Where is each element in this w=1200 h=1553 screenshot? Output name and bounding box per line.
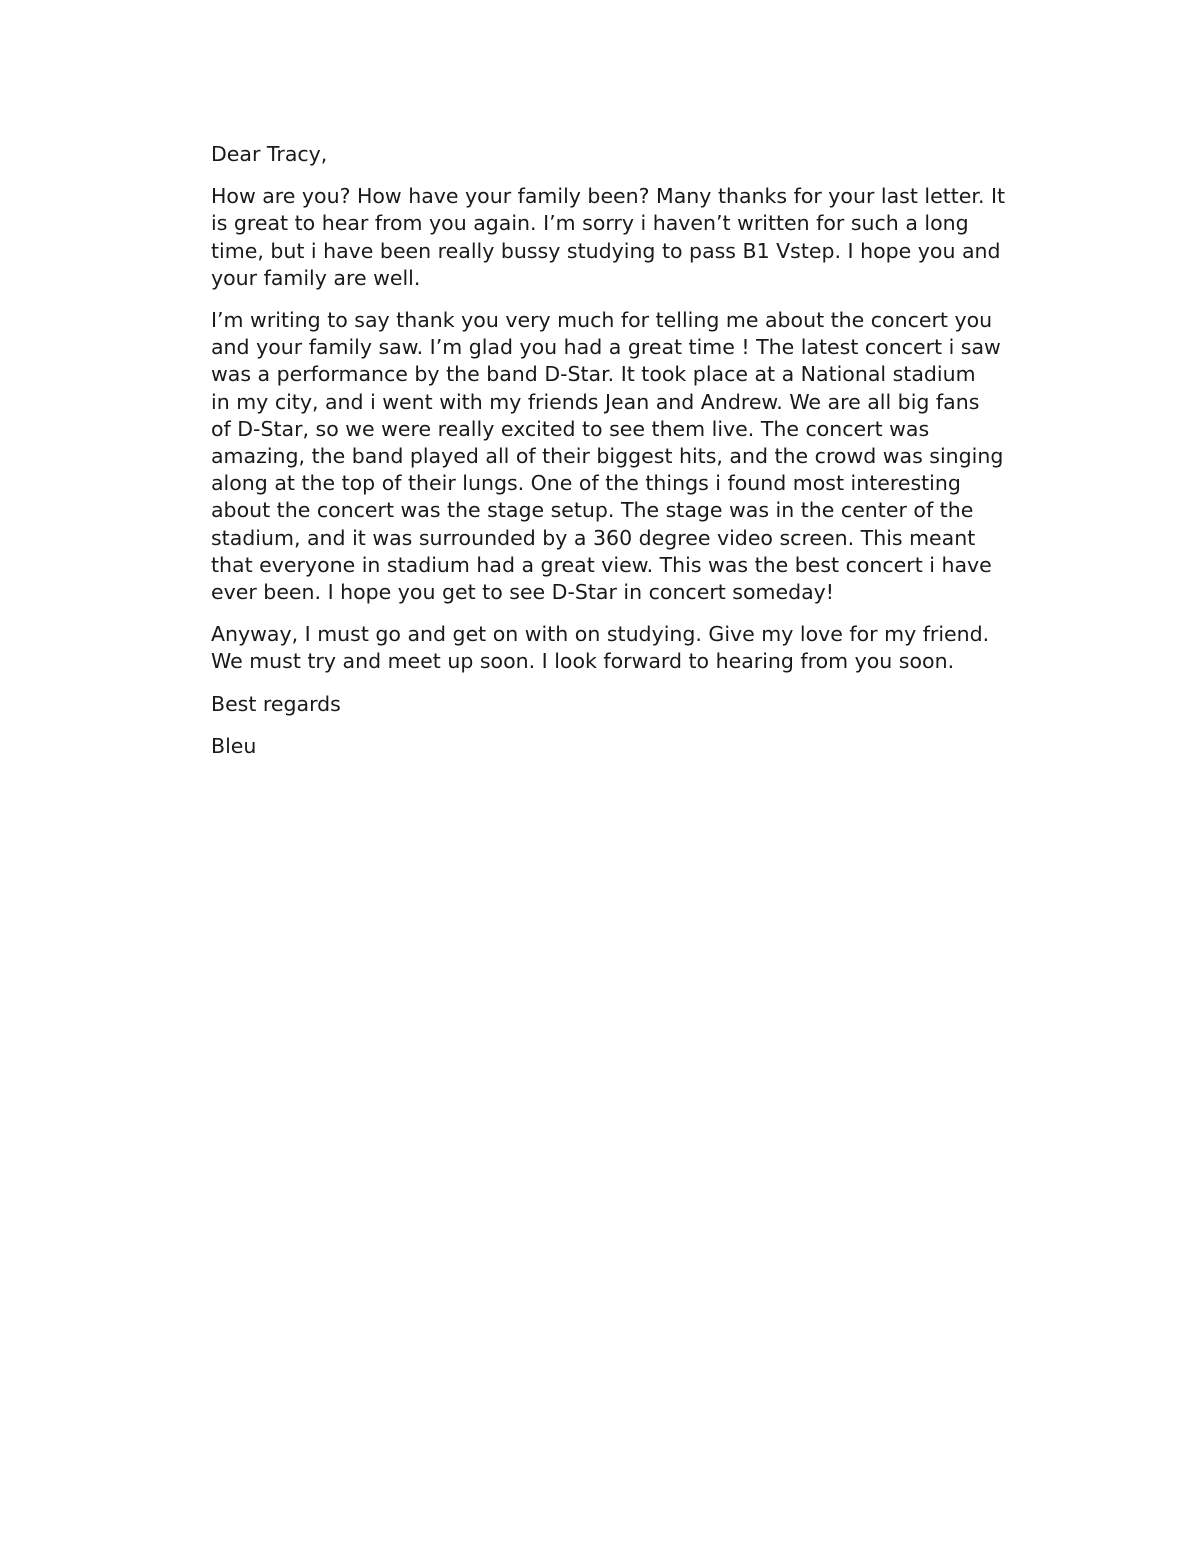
paragraph-3 bbox=[211, 621, 1061, 675]
paragraph-2-line: ever been. I hope you get to see D-Star in concert someday! bbox=[211, 580, 835, 605]
paragraph-2-line: about the concert was the stage setup. The stage was in the center of the bbox=[211, 498, 974, 523]
paragraph-2 bbox=[211, 307, 1061, 606]
paragraph-1 bbox=[211, 183, 1061, 292]
paragraph-2-line: I’m writing to say thank you very much for telling me about the concert you bbox=[211, 308, 993, 333]
paragraph-2-line: that everyone in stadium had a great view. This was the best concert i have bbox=[211, 552, 992, 577]
paragraph-3-line: Anyway, I must go and get on with on studying. Give my love for my friend. bbox=[211, 622, 990, 647]
paragraph-1-line: time, but i have been really bussy studying to pass B1 Vstep. I hope you and bbox=[211, 238, 1001, 263]
letter-body bbox=[211, 141, 1061, 775]
paragraph-2-line: and your family saw. I’m glad you had a great time ! The latest concert i saw bbox=[211, 335, 1001, 360]
paragraph-1-line: is great to hear from you again. I’m sorry i haven’t written for such a long bbox=[211, 211, 969, 236]
signature bbox=[211, 733, 1061, 760]
paragraph-1-line: your family are well. bbox=[211, 265, 421, 290]
paragraph-2-line: amazing, the band played all of their biggest hits, and the crowd was singing bbox=[211, 444, 1004, 469]
paragraph-2-line: stadium, and it was surrounded by a 360 degree video screen. This meant bbox=[211, 525, 976, 550]
paragraph-2-line: in my city, and i went with my friends Jean and Andrew. We are all big fans bbox=[211, 389, 980, 414]
signature-line: Bleu bbox=[211, 733, 257, 758]
closing bbox=[211, 691, 1061, 718]
salutation-line: Dear Tracy, bbox=[211, 142, 328, 166]
paragraph-1-line: How are you? How have your family been? Many thanks for your last letter. It bbox=[211, 184, 1006, 209]
closing-line: Best regards bbox=[211, 691, 341, 716]
salutation bbox=[211, 141, 1061, 168]
paragraph-2-line: was a performance by the band D-Star. It took place at a National stadium bbox=[211, 362, 976, 387]
paragraph-2-line: along at the top of their lungs. One of the things i found most interesting bbox=[211, 471, 961, 496]
paragraph-3-line: We must try and meet up soon. I look forward to hearing from you soon. bbox=[211, 649, 955, 674]
paragraph-2-line: of D-Star, so we were really excited to see them live. The concert was bbox=[211, 416, 930, 441]
